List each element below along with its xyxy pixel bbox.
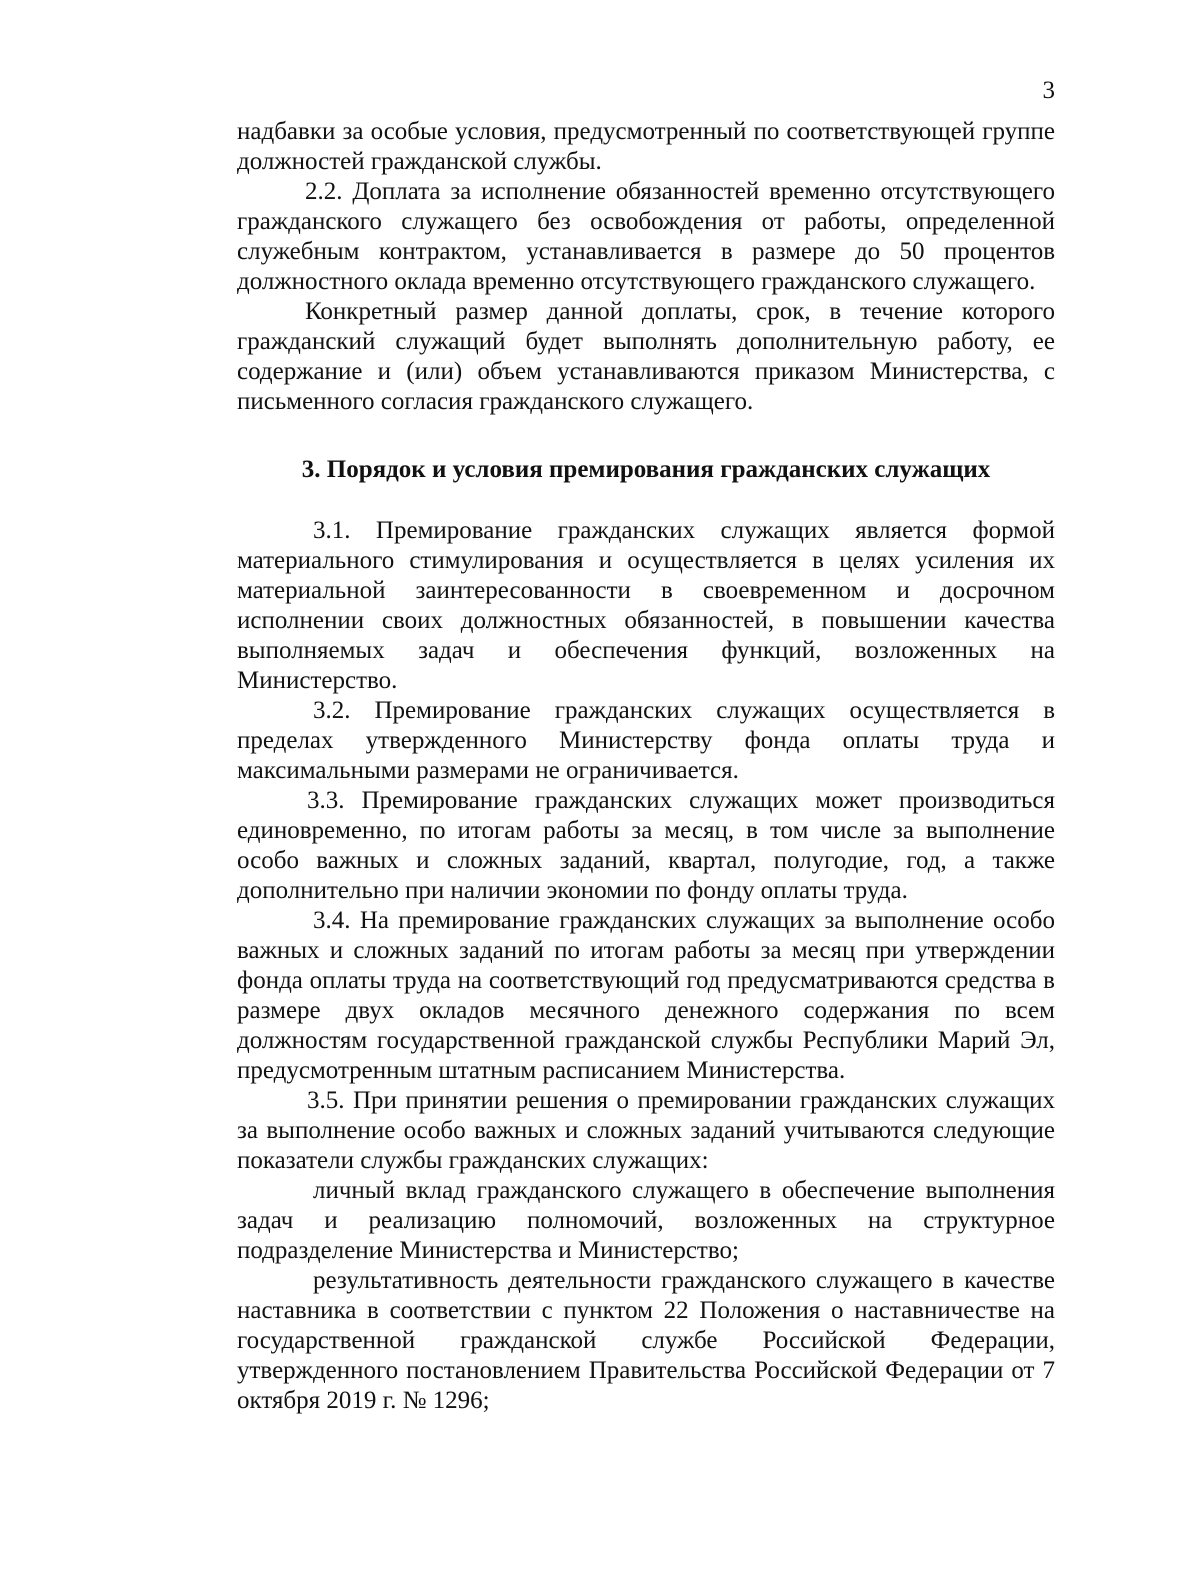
section-3-heading: 3. Порядок и условия премирования гражданских служащих	[301, 456, 991, 483]
paragraph-indicator-contribution: личный вклад гражданского служащего в обеспечение выполнения задач и реализацию полномочий, возложенных на структурное подразделение Министерства и Министерство;	[237, 1177, 1055, 1264]
paragraph-2-2: 2.2. Доплата за исполнение обязанностей временно отсутствующего гражданского служащего без освобождения от работы, определенной служебным контрактом, устанавливается в размере до 50 процентов должностного оклада временно отсутствующего гражданского служащего.	[237, 178, 1055, 295]
paragraph-continuation: надбавки за особые условия, предусмотренный по соответствующей группе должностей гражданской службы.	[237, 118, 1055, 175]
paragraph-3-2: 3.2. Премирование гражданских служащих осуществляется в пределах утвержденного Министерству фонда оплаты труда и максимальными размерами не ограничивается.	[237, 697, 1055, 784]
paragraph-3-1: 3.1. Премирование гражданских служащих является формой материального стимулирования и осуществляется в целях усиления их материальной заинтересованности в своевременном и досрочном исполнении своих должностных обязанностей, в повышении качества выполняемых задач и обеспечения функций, возложенных на Министерство.	[237, 517, 1055, 694]
spacer	[237, 417, 1055, 455]
paragraph-3-3: 3.3. Премирование гражданских служащих может производиться единовременно, по итогам работы за месяц, в том числе за выполнение особо важных и сложных заданий, квартал, полугодие, год, а также дополнительно при наличии экономии по фонду оплаты труда.	[237, 787, 1055, 904]
paragraph-indicator-mentoring: результативность деятельности гражданского служащего в качестве наставника в соответствии с пунктом 22 Положения о наставничестве на государственной гражданской службе Российской Федерации, утвержденного постановлением Правительства Российской Федерации от 7 октября 2019 г. № 1296;	[237, 1267, 1055, 1414]
document-body	[237, 117, 1055, 1416]
page-number: 3	[1042, 77, 1055, 104]
paragraph-3-4: 3.4. На премирование гражданских служащих за выполнение особо важных и сложных заданий по итогам работы за месяц при утверждении фонда оплаты труда на соответствующий год предусматриваются средства в размере двух окладов месячного денежного содержания по всем должностям государственной гражданской службы Республики Марий Эл, предусмотренным штатным расписанием Министерства.	[237, 907, 1055, 1084]
spacer	[237, 485, 1055, 516]
paragraph-3-5: 3.5. При принятии решения о премировании гражданских служащих за выполнение особо важных и сложных заданий учитываются следующие показатели службы гражданских служащих:	[237, 1087, 1055, 1174]
paragraph-specific-amount: Конкретный размер данной доплаты, срок, в течение которого гражданский служащий будет выполнять дополнительную работу, ее содержание и (или) объем устанавливаются приказом Министерства, с письменного согласия гражданского служащего.	[237, 298, 1055, 415]
